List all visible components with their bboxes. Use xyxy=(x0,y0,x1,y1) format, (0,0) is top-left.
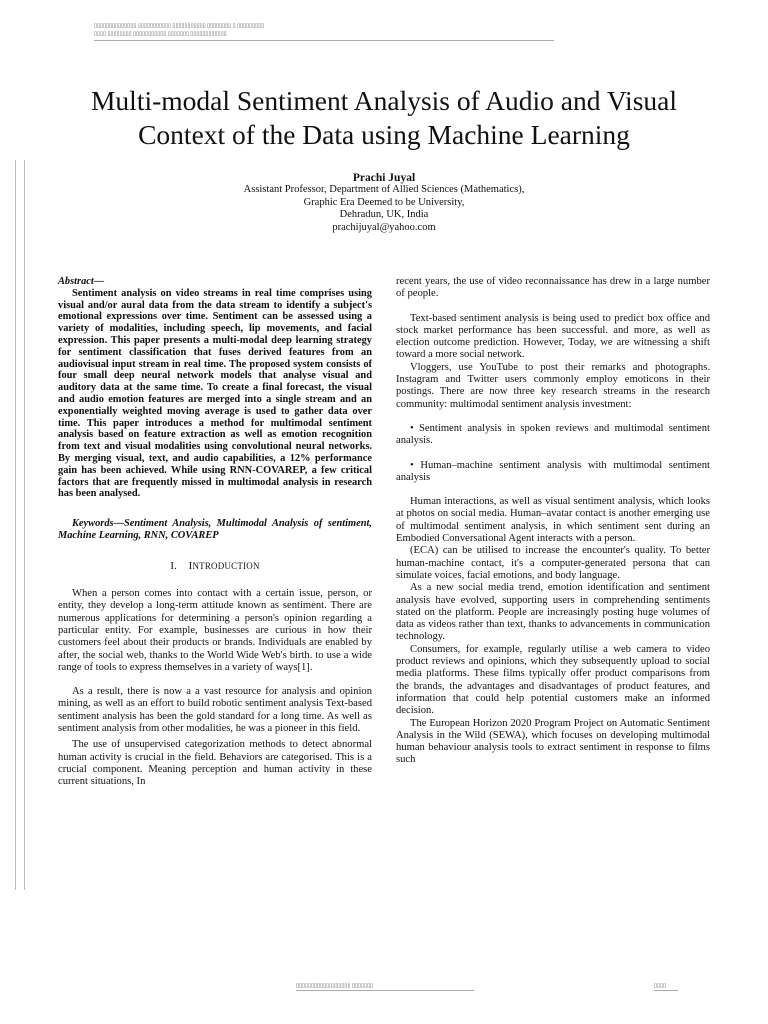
body-paragraph: Vloggers, use YouTube to post their remarks and photographs. Instagram and Twitter users commonly employ emoticons in their postings. There are now three key research streams in the research community: multimodal sentiment analysis investment: xyxy=(396,361,710,410)
body-paragraph: The use of unsupervised categorization methods to detect abnormal human activity is crucial in the field. Behaviors are categorised. This is a crucial component. Meaning perception and human activity in these current situations, In xyxy=(58,739,372,788)
left-column xyxy=(58,276,372,788)
bullet-item: • Human–machine sentiment analysis with multimodal sentiment analysis xyxy=(396,459,710,483)
author-affiliation-1: Assistant Professor, Department of Allied Sciences (Mathematics), xyxy=(243,184,525,196)
author-block xyxy=(184,172,584,234)
body-paragraph: (ECA) can be utilised to increase the encounter's quality. To better human-machine contact, it's a computer-generated persona that can simulate voices, facial emotions, and body language. xyxy=(396,545,710,581)
footer-identifier-strip: ▯▯▯▯▯▯▯▯▯▯▯▯▯▯▯▯▯▯ ▯▯▯▯▯▯▯ xyxy=(296,982,474,991)
author-name: Prachi Juyal xyxy=(352,172,416,184)
body-paragraph: Text-based sentiment analysis is being used to predict box office and stock market performance has been successful. and more, as well as election outcome prediction. However, Today, we are witnessing a shift toward a more social network. xyxy=(396,312,710,361)
paper-title: Multi-modal Sentiment Analysis of Audio and Visual Context of the Data using Machine Learning xyxy=(90,85,677,150)
section-heading-introduction xyxy=(58,560,372,572)
abstract-text: Sentiment analysis on video streams in real time comprises using visual and/or aural data from the data stream to identify a subject's emotional expressions over time. Sentiment can be assessed using a variety of modalities, including speech, lip movements, and facial expression. This paper presents a multi-modal deep learning strategy for sentiment classification that fuses derived features from an audiovisual input stream in real time. The proposed system consists of four small deep neural network models that analyse visual and auditory data at the same time. To create a final forecast, the visual and audio emotion features are merged into a single stream and an exponentially weighted moving average is used to gather data over time. This paper introduces a method for multimodal sentiment analysis based on feature extraction as well as emotion recognition from text and visual modalities using convolutional neural networks. By merging visual, text, and audio capabilities, a 12% performance gain has been achieved. While using RNN-COVAREP, a few critical factors that are frequently missed in multimodal analysis in research has been analysed. xyxy=(58,287,372,500)
body-paragraph: As a new social media trend, emotion identification and sentiment analysis have evolved, supporting users in comprehending sentiments stated on the platform. People are increasingly posting huge volumes of data as videos rather than text, thanks to advancements in communication technology. xyxy=(396,582,710,643)
body-paragraph: As a result, there is now a a vast resource for analysis and opinion mining, as well as an effort to build robotic sentiment analysis Text-based sentiment analysis has been the gold standard for a long time. As well as sentiment analysis from other modalities, he was a pioneer in this field. xyxy=(58,686,372,734)
body-paragraph: When a person comes into contact with a certain issue, person, or entity, they develop a long-term attitude known as sentiment. There are numerous applications for determining a person's opinion regarding a particular entity. For example, businesses are curious in how their customers feel about their products or brands. Individuals are enabled by after, the social web, thanks to the World Wide Web's birth. to use a wide range of tools to express themselves in a variety of ways[1]. xyxy=(58,588,372,673)
conference-header-strip: ▯▯▯▯▯▯▯▯▯▯▯▯▯▯ ▯▯▯▯▯▯▯▯▯▯▯ ▯▯▯▯▯▯▯▯▯▯▯ ▯▯▯▯▯▯▯▯ ▯ ▯▯▯▯▯▯▯▯▯ ▯▯▯▯ ▯▯▯▯▯▯▯▯ ▯▯▯▯▯▯▯▯▯▯▯ ▯▯▯▯▯▯▯ ▯▯▯▯▯▯▯▯▯▯▯▯ xyxy=(94,22,554,41)
author-email: prachijuyal@yahoo.com xyxy=(332,221,436,233)
abstract-label: Abstract— xyxy=(58,276,105,287)
section-title-rest: NTRODUCTION xyxy=(192,560,260,571)
author-affiliation-2: Graphic Era Deemed to be University, xyxy=(303,196,465,208)
body-paragraph: The European Horizon 2020 Program Project on Automatic Sentiment Analysis in the Wild (SEWA), which focuses on developing multimodal human behaviour analysis tools to extract sentiment in response to films such xyxy=(396,717,710,766)
right-column xyxy=(396,276,710,767)
body-paragraph: Consumers, for example, regularly utilise a web camera to video product reviews and opinions, which they subsequently upload to social media platforms. These films typically offer product comparisons from the brands, the advantages and disadvantages of product features, and information that could help potential customers make an informed decision. xyxy=(396,643,710,717)
author-location: Dehradun, UK, India xyxy=(339,209,429,221)
body-paragraph: Human interactions, as well as visual sentiment analysis, which looks at photos on social media. Human–avatar contact is another emerging use of multimodal sentiment analysis, in which sentiment sent during an Embodied Conversational Agent interacts with a person. xyxy=(396,496,710,545)
margin-identifier-strip xyxy=(15,160,25,890)
section-number: I. xyxy=(170,559,178,572)
page-number-strip: ▯▯▯▯ xyxy=(654,982,678,991)
keywords: Keywords—Sentiment Analysis, Multimodal Analysis of sentiment, Machine Learning, RNN, COVAREP xyxy=(58,518,372,541)
body-paragraph: recent years, the use of video reconnaissance has drew in a large number of people. xyxy=(396,276,710,300)
section-first-letter: I xyxy=(188,559,193,572)
bullet-item: • Sentiment analysis in spoken reviews and multimodal sentiment analysis. xyxy=(396,422,710,447)
abstract xyxy=(58,276,372,500)
